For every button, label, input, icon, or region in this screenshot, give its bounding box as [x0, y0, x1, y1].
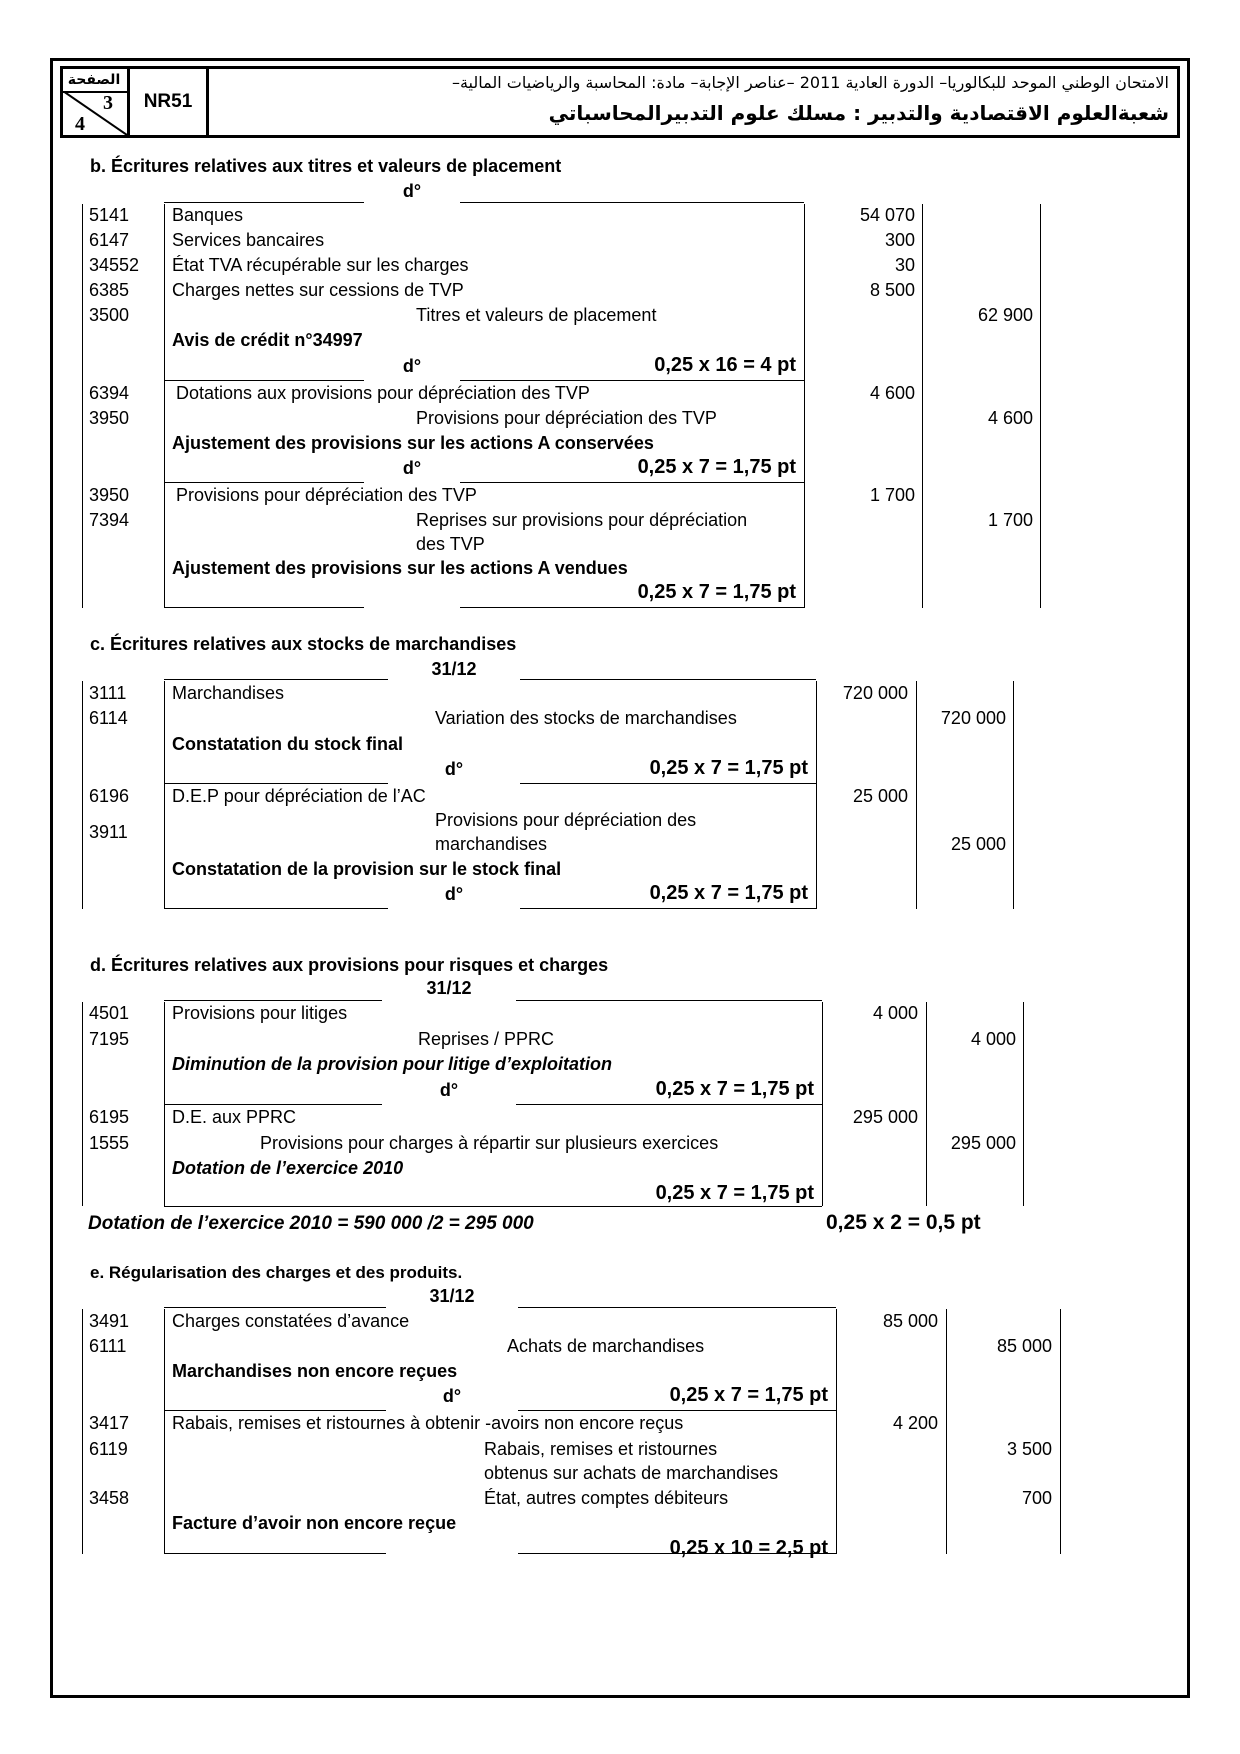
entry-debit: 85 000 [882, 1311, 938, 1331]
entry-credit: 295 000 [950, 1133, 1016, 1153]
points: 0,25 x 7 = 1,75 pt [655, 1078, 814, 1100]
entry-debit: 8 500 [869, 280, 915, 300]
entry-account-label: Variation des stocks de marchandises [435, 708, 737, 728]
entry-note: Marchandises non encore reçues [172, 1361, 458, 1381]
entry-account-code: 3417 [89, 1413, 130, 1433]
entry-credit: 25 000 [950, 834, 1006, 854]
entry-note: Constatation de la provision sur le stock final [172, 859, 562, 879]
section-e-date-2: d° [442, 1386, 462, 1406]
entry-account-code: 6114 [89, 708, 128, 728]
entry-credit: 62 900 [977, 305, 1033, 325]
entry-debit: 4 000 [872, 1003, 918, 1023]
page-label: الصفحة [67, 72, 121, 88]
entry-account-label: État, autres comptes débiteurs [484, 1488, 729, 1508]
entry-debit: 720 000 [842, 683, 908, 703]
entry-account-label-cont: marchandises [435, 834, 548, 854]
entry-account-label: Provisions pour dépréciation des TVP [176, 485, 477, 505]
header-line-1: الامتحان الوطني الموحد للبكالوريا– الدورة العادية 2011 –عناصر الإجابة– مادة: المحاسبة والرياضيات المالية– [451, 73, 1169, 92]
section-e-title: e. Régularisation des charges et des produits. [90, 1263, 463, 1282]
entry-account-label: Rabais, remises et ristournes à obtenir -avoirs non encore reçus [172, 1413, 684, 1433]
entry-account-label: Banques [172, 205, 244, 225]
entry-debit: 1 700 [869, 485, 915, 505]
points: 0,25 x 7 = 1,75 pt [649, 757, 808, 779]
entry-account-code: 6147 [89, 230, 130, 250]
entry-account-code: 3458 [89, 1488, 130, 1508]
entry-account-code: 5141 [89, 205, 130, 225]
points: 0,25 x 7 = 1,75 pt [669, 1384, 828, 1406]
entry-debit: 4 200 [892, 1413, 938, 1433]
section-b-date-1: d° [402, 181, 422, 201]
entry-note: Avis de crédit n°34997 [172, 330, 363, 350]
entry-account-code: 3950 [89, 408, 130, 428]
section-d-date-1: 31/12 [426, 978, 472, 998]
page-current: 3 [103, 92, 113, 114]
entry-note: Constatation du stock final [172, 734, 404, 754]
section-c-date-2: d° [444, 759, 464, 779]
entry-account-code: 1555 [89, 1133, 130, 1153]
entry-credit: 3 500 [1006, 1439, 1052, 1459]
entry-account-code: 6196 [89, 786, 130, 806]
section-e-date-1: 31/12 [429, 1286, 475, 1306]
header-line-2: شعبةالعلوم الاقتصادية والتدبير : مسلك علوم التدبيرالمحاسباتي [548, 101, 1169, 125]
entry-note: Dotation de l’exercice 2010 [172, 1158, 404, 1178]
section-c-date-1: 31/12 [431, 659, 477, 679]
points: 0,25 x 7 = 1,75 pt [637, 581, 796, 603]
points: 0,25 x 10 = 2,5 pt [669, 1537, 828, 1559]
exam-header [60, 66, 1180, 138]
page-total: 4 [75, 113, 85, 135]
entry-account-code: 6195 [89, 1107, 130, 1127]
entry-account-label: Reprises sur provisions pour dépréciation [416, 510, 748, 530]
entry-note: Facture d’avoir non encore reçue [172, 1513, 457, 1533]
points: 0,25 x 7 = 1,75 pt [637, 456, 796, 478]
entry-debit: 4 600 [869, 383, 915, 403]
points: 0,25 x 7 = 1,75 pt [649, 882, 808, 904]
entry-account-code: 3950 [89, 485, 130, 505]
entry-account-code: 3500 [89, 305, 130, 325]
section-b-title: b. Écritures relatives aux titres et valeurs de placement [90, 156, 562, 176]
entry-credit: 720 000 [940, 708, 1006, 728]
entry-account-label: Dotations aux provisions pour dépréciation des TVP [176, 383, 590, 403]
entry-credit: 85 000 [996, 1336, 1052, 1356]
entry-account-label: Titres et valeurs de placement [416, 305, 657, 325]
entry-account-label: Provisions pour litiges [172, 1003, 348, 1023]
entry-account-code: 7195 [89, 1029, 130, 1049]
entry-account-code: 6119 [89, 1439, 128, 1459]
entry-debit: 25 000 [852, 786, 908, 806]
section-d-date-2: d° [439, 1080, 459, 1100]
page-number-box [63, 69, 130, 135]
points: 0,25 x 2 = 0,5 pt [826, 1211, 981, 1234]
entry-account-code: 3111 [89, 683, 127, 703]
entry-note: Ajustement des provisions sur les actions A conservées [172, 433, 654, 453]
entry-account-label: Provisions pour dépréciation des [435, 810, 697, 830]
diagonal-divider [63, 91, 127, 135]
entry-debit: 295 000 [852, 1107, 918, 1127]
entry-debit: 30 [894, 255, 915, 275]
entry-debit: 300 [884, 230, 915, 250]
exam-code: NR51 [130, 69, 209, 135]
entry-account-code: 34552 [89, 255, 140, 275]
entry-account-label: Reprises / PPRC [418, 1029, 555, 1049]
entry-account-code: 6385 [89, 280, 130, 300]
entry-account-code: 6111 [89, 1336, 127, 1356]
entry-account-label: D.E.P pour dépréciation de l’AC [172, 786, 426, 806]
entry-credit: 4 000 [970, 1029, 1016, 1049]
entry-account-code: 3491 [89, 1311, 130, 1331]
entry-account-label: Provisions pour charges à répartir sur plusieurs exercices [260, 1133, 719, 1153]
entry-account-label: Charges constatées d’avance [172, 1311, 410, 1331]
entry-account-label: Rabais, remises et ristournes [484, 1439, 718, 1459]
entry-account-label: Provisions pour dépréciation des TVP [416, 408, 717, 428]
points: 0,25 x 16 = 4 pt [654, 354, 796, 376]
entry-account-code: 6394 [89, 383, 130, 403]
section-b-date-3: d° [402, 458, 422, 478]
entry-account-label: Achats de marchandises [507, 1336, 705, 1356]
entry-debit: 54 070 [859, 205, 915, 225]
entry-account-code: 4501 [89, 1003, 130, 1023]
entry-account-label: D.E. aux PPRC [172, 1107, 297, 1127]
entry-account-code: 3911 [89, 822, 128, 842]
entry-credit: 700 [1021, 1488, 1052, 1508]
entry-account-label-cont: des TVP [416, 534, 485, 554]
calculation-note: Dotation de l’exercice 2010 = 590 000 /2 = 295 000 [88, 1213, 534, 1234]
entry-account-label: Marchandises [172, 683, 285, 703]
entry-credit: 1 700 [987, 510, 1033, 530]
entry-note: Ajustement des provisions sur les actions A vendues [172, 558, 628, 578]
entry-account-code: 7394 [89, 510, 130, 530]
entry-account-label: État TVA récupérable sur les charges [172, 255, 469, 275]
section-c-date-3: d° [444, 884, 464, 904]
entry-account-label-cont: obtenus sur achats de marchandises [484, 1463, 779, 1483]
section-b-date-2: d° [402, 356, 422, 376]
points: 0,25 x 7 = 1,75 pt [655, 1182, 814, 1204]
entry-credit: 4 600 [987, 408, 1033, 428]
section-c-title: c. Écritures relatives aux stocks de marchandises [90, 634, 517, 654]
section-d-title: d. Écritures relatives aux provisions pour risques et charges [90, 955, 609, 975]
entry-account-label: Charges nettes sur cessions de TVP [172, 280, 464, 300]
entry-note: Diminution de la provision pour litige d’exploitation [172, 1054, 613, 1074]
entry-account-label: Services bancaires [172, 230, 325, 250]
